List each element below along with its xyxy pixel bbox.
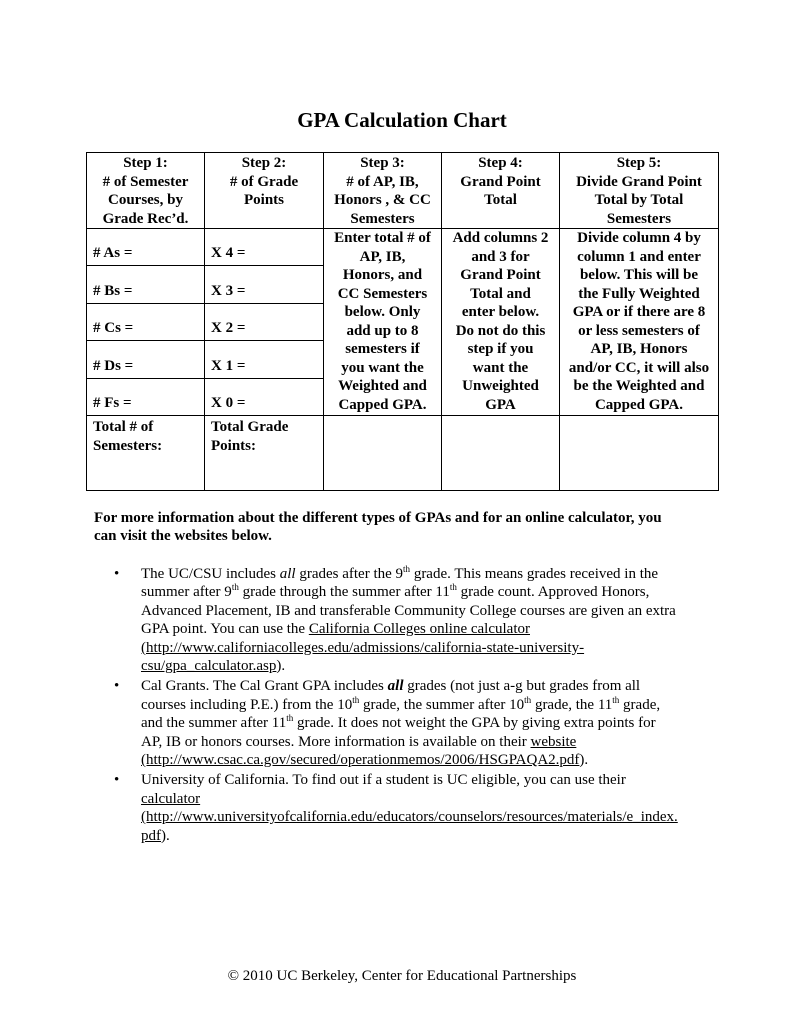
grade-f-points-cell[interactable]: X 0 =: [205, 379, 324, 416]
page-title: GPA Calculation Chart: [297, 108, 507, 132]
header-step-1: Step 1: # of Semester Courses, by Grade Rec’d.: [87, 153, 205, 229]
step5-instructions: Divide column 4 by column 1 and enter below. This will be the Fully Weighted GPA or if there are 8 or less semesters of AP, IB, Honors and/or CC, it will also be the Weighted and Capped GPA.: [560, 229, 719, 416]
list-item: • The UC/CSU includes all grades after the 9th grade. This means grades received in the summer after 9th grade through the summer after 11th grade count. Approved Honors, Advanced Placement, IB and transferable Community College courses are given an extra GPA point. You can use the California Colleges online calculator (http://www.californiacolleges.edu/admissions/california-state-university- csu/gpa_calculator.asp).: [114, 564, 676, 675]
grade-c-points-cell[interactable]: X 2 =: [205, 304, 324, 341]
step4-instructions: Add columns 2 and 3 for Grand Point Total and enter below. Do not do this step if you want the Unweighted GPA: [442, 229, 560, 416]
bullet-icon: •: [114, 678, 120, 695]
step3-instructions: Enter total # of AP, IB, Honors, and CC Semesters below. Only add up to 8 semesters if you want the Weighted and Capped GPA.: [324, 229, 442, 416]
california-colleges-url-link-cont[interactable]: csu/gpa_calculator.asp: [141, 658, 277, 675]
grade-a-count-cell[interactable]: # As =: [87, 229, 205, 266]
grade-a-points-cell[interactable]: X 4 =: [205, 229, 324, 266]
totals-row: [87, 416, 719, 491]
copyright-footer: © 2010 UC Berkeley, Center for Educational Partnerships: [227, 968, 577, 984]
grade-c-count-cell[interactable]: # Cs =: [87, 304, 205, 341]
total-ap-semesters-cell[interactable]: [324, 416, 442, 491]
header-step-4: Step 4: Grand Point Total: [442, 153, 560, 229]
grade-b-points-cell[interactable]: X 3 =: [205, 266, 324, 304]
grade-d-count-cell[interactable]: # Ds =: [87, 341, 205, 379]
grade-b-count-cell[interactable]: # Bs =: [87, 266, 205, 304]
csac-url-link[interactable]: (http://www.csac.ca.gov/secured/operationmemos/2006/HSGPAQA2.pdf: [141, 752, 580, 769]
header-step-5: Step 5: Divide Grand Point Total by Total Semesters: [560, 153, 719, 229]
list-item: • Cal Grants. The Cal Grant GPA includes all grades (not just a-g but grades from all courses including P.E.) from the 10th grade, the summer after 10th grade, the 11th grade, and the summer after 11th grade. It does not weight the GPA by giving extra points for AP, IB or honors courses. More information is available on their website (http://www.csac.ca.gov/secured/operationmemos/2006/HSGPAQA2.pdf).: [114, 678, 661, 769]
bullet-icon: •: [114, 566, 120, 582]
csac-website-link[interactable]: website: [530, 733, 577, 750]
grade-d-points-cell[interactable]: X 1 =: [205, 341, 324, 379]
grand-point-total-cell[interactable]: [442, 416, 560, 491]
table-row: [87, 229, 719, 266]
gpa-calculation-table: [86, 152, 719, 491]
uc-url-link-cont[interactable]: pdf: [141, 827, 161, 844]
resource-list: [110, 565, 750, 847]
table-header-row: [87, 153, 719, 229]
gpa-result-cell[interactable]: [560, 416, 719, 491]
grade-f-count-cell[interactable]: # Fs =: [87, 379, 205, 416]
total-semesters-cell[interactable]: Total # of Semesters:: [87, 416, 205, 491]
california-colleges-url-link[interactable]: (http://www.californiacolleges.edu/admissions/california-state-university-: [141, 639, 585, 656]
total-grade-points-cell[interactable]: Total Grade Points:: [205, 416, 324, 491]
list-item: • University of California. To find out if a student is UC eligible, you can use their calculator (http://www.universityofcalifornia.edu/educators/counselors/resources/materials/e_index. pdf).: [114, 772, 678, 844]
header-step-3: Step 3: # of AP, IB, Honors , & CC Semesters: [324, 153, 442, 229]
uc-calculator-link[interactable]: calculator: [141, 790, 201, 807]
bullet-icon: •: [114, 772, 120, 789]
california-colleges-calculator-link[interactable]: California Colleges online calculator: [308, 621, 530, 638]
header-step-2: Step 2: # of Grade Points: [205, 153, 324, 229]
info-intro: For more information about the different types of GPAs and for an online calculator, you can visit the websites below.: [94, 510, 662, 544]
uc-url-link[interactable]: (http://www.universityofcalifornia.edu/educators/counselors/resources/materials/e_index.: [141, 809, 678, 826]
